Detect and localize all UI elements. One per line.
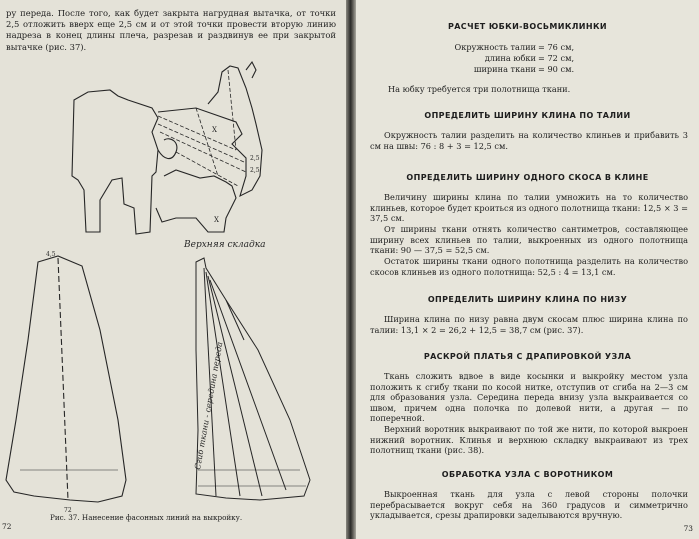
section-bevel-paragraph-2: От ширины ткани отнять количество сантиметров, составляющее ширину всех клиньев по талии, выкроенных из одного полотнища ткани: 90 — 37,5 = 52,5 см. <box>370 224 688 256</box>
right-page-number: 73 <box>683 524 693 533</box>
measurement-label: ширина ткани <box>473 63 536 74</box>
section-waist-text: Окружность талии разделить на количество клиньев и прибавить 3 см на швы: 76 : 8 + 3 = 12,5 см. <box>370 130 688 151</box>
measurement-value: = 90 см. <box>538 63 575 74</box>
measurement-row <box>454 53 598 64</box>
figure-caption: Рис. 37. Нанесение фасонных линий на выкройку. <box>50 513 243 522</box>
section-heading-cutting: РАСКРОЙ ПЛАТЬЯ С ДРАПИРОВКОЙ УЗЛА <box>423 352 632 361</box>
section-heading-bevel: ОПРЕДЕЛИТЬ ШИРИНУ ОДНОГО СКОСА В КЛИНЕ <box>406 173 649 182</box>
left-page-number: 72 <box>2 522 12 531</box>
left-page-text: ру переда. После того, как будет закрыта нагрудная вытачка, от точки 2,5 отложить вверх еще 2,5 см и от этой точки провести вторую линию надреза в конец длины плеча, разрезав и раздвинув ее при закрытой вытачке (рис. 37). <box>6 8 336 52</box>
left-page <box>0 0 346 539</box>
measurement-label: длина юбки <box>484 52 536 63</box>
measurement-label: Окружность талии <box>454 42 536 52</box>
mark-25-a: 2,5 <box>250 155 260 162</box>
section-heading-knot: ОБРАБОТКА УЗЛА С ВОРОТНИКОМ <box>441 470 614 479</box>
section-bevel-paragraph-1: Величину ширины клина по талии умножить на то количество клиньев, которое будет кроиться из одного полотнища ткани: 12,5 × 3 = 37,5 см. <box>370 192 688 224</box>
upper-fold-label: Верхняя складка <box>184 240 266 250</box>
fabric-note: На юбку требуется три полотнища ткани. <box>388 84 571 94</box>
section-heading-hem: ОПРЕДЕЛИТЬ ШИРИНУ КЛИНА ПО НИЗУ <box>427 295 628 304</box>
section-cutting-paragraph-2: Верхний воротник выкраивают по той же нити, по которой выкроен нижний воротник. Клинья и верхнюю складку выкраивают из трех полотнищ ткани (рис. 38). <box>370 424 688 456</box>
section-bevel-paragraph-3: Остаток ширины ткани одного полотнища разделить на количество скосов клиньев из одного полотнища: 52,5 : 4 = 13,1 см. <box>370 256 688 277</box>
measurement-value: = 76 см, <box>538 42 575 52</box>
section-cutting-paragraph-1: Ткань сложить вдвое в виде косынки и выкройку местом узла положить к сгибу ткани по косой нитке, отступив от сгиба на 2—3 см для образования узла. Середина переда внизу узла выкраивается со швом, причем одна полочка по долевой нити, а другая — по поперечной. <box>370 371 688 424</box>
measurement-row <box>454 64 598 75</box>
section-knot-text: Выкроенная ткань для узла с левой стороны полочки перебрасывается вокруг себя на 360 градусов и симметрично укладывается, срезы драпировки заделываются вручную. <box>370 489 688 521</box>
measurement-value: = 72 см, <box>538 52 575 63</box>
book-gutter <box>346 0 356 539</box>
right-page <box>356 0 699 539</box>
pattern-diagram <box>0 0 346 539</box>
fold-side-label: Сгиб ткани - середина переда <box>193 341 225 471</box>
mark-top: 4,5 <box>46 251 56 258</box>
mark-25-b: 2,5 <box>250 167 260 174</box>
section-heading-waist: ОПРЕДЕЛИТЬ ШИРИНУ КЛИНА ПО ТАЛИИ <box>424 111 631 120</box>
section-hem-text: Ширина клина по низу равна двум скосам плюс ширина клина по талии: 13,1 × 2 = 26,2 + 12,5 = 38,7 см (рис. 37). <box>370 314 688 335</box>
mark-x-2: X <box>214 216 219 224</box>
measurements-table <box>454 42 598 74</box>
page-title: РАСЧЕТ ЮБКИ-ВОСЬМИКЛИНКИ <box>447 22 608 31</box>
mark-x-1: X <box>212 126 217 134</box>
mark-bottom: 72 <box>64 507 72 514</box>
measurement-row <box>454 42 598 53</box>
